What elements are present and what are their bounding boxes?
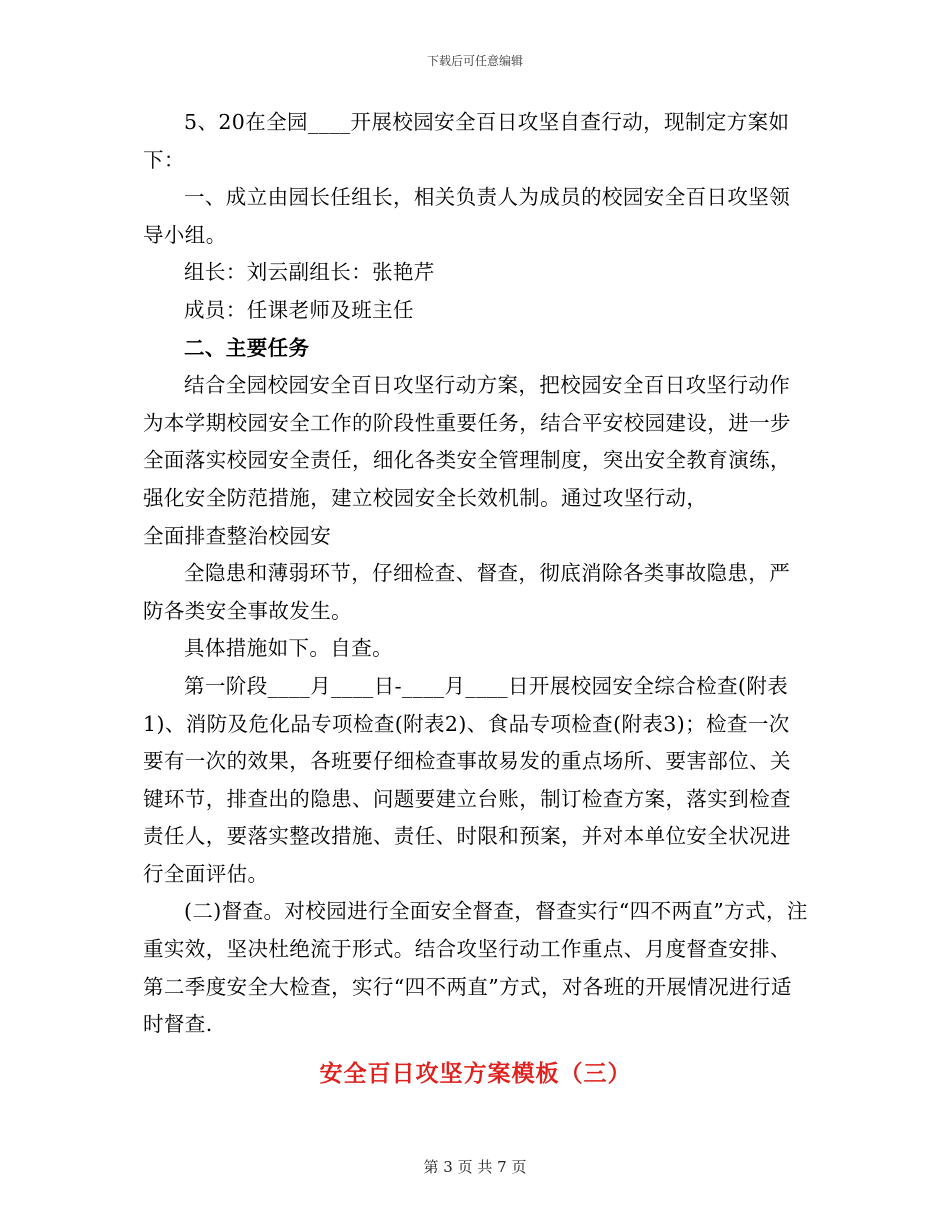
page-footer: 第 3 页 共 7 页 xyxy=(423,1158,527,1176)
paragraph-leadership-group: 一、成立由园长任组长，相关负责人为成员的校园安全百日攻坚领导小组。 xyxy=(143,185,791,247)
document-body xyxy=(143,104,808,1092)
paragraph-group-leaders: 组长：刘云副组长：张艳芹 xyxy=(184,260,435,285)
paragraph-supervision: (二)督查。对校园进行全面安全督查，督查实行“四不两直”方式，注重实效，坚决杜绝流于形式。结合攻坚行动工作重点、月度督查安排、第二季度安全大检查，实行“四不两直”方式，对各班的开展情况进行适时督查. xyxy=(143,899,808,1037)
paragraph-hazards: 全隐患和薄弱环节，仔细检查、督查，彻底消除各类事故隐患，严防各类安全事故发生。 xyxy=(143,561,791,623)
paragraph-measures: 具体措施如下。自查。 xyxy=(184,636,393,661)
heading-main-tasks: 二、主要任务 xyxy=(184,335,310,360)
paragraph-tasks-description: 结合全园校园安全百日攻坚行动方案，把校园安全百日攻坚行动作为本学期校园安全工作的阶段性重要任务，结合平安校园建设，进一步全面落实校园安全责任，细化各类安全管理制度，突出安全教育演练，强化安全防范措施，建立校园安全长效机制。通过攻坚行动， xyxy=(143,373,791,510)
paragraph-phase-one: 第一阶段____月____日-____月____日开展校园安全综合检查(附表1)、消防及危化品专项检查(附表2)、食品专项检查(附表3)；检查一次要有一次的效果，各班要仔细检查事故易发的重点场所、要害部位、关键环节，排查出的隐患、问题要建立台账，制订检查方案，落实到检查责任人，要落实整改措施、责任、时限和预案，并对本单位安全状况进行全面评估。 xyxy=(143,673,791,886)
paragraph-members: 成员：任课老师及班主任 xyxy=(184,297,414,322)
section-title: 安全百日攻坚方案模板（三） xyxy=(319,1059,632,1087)
page-header: 下载后可任意编辑 xyxy=(426,54,523,68)
paragraph-intro: 5、20在全园____开展校园安全百日攻坚自查行动，现制定方案如下： xyxy=(143,110,790,172)
paragraph-tasks-continued: 全面排查整治校园安 xyxy=(143,523,332,548)
